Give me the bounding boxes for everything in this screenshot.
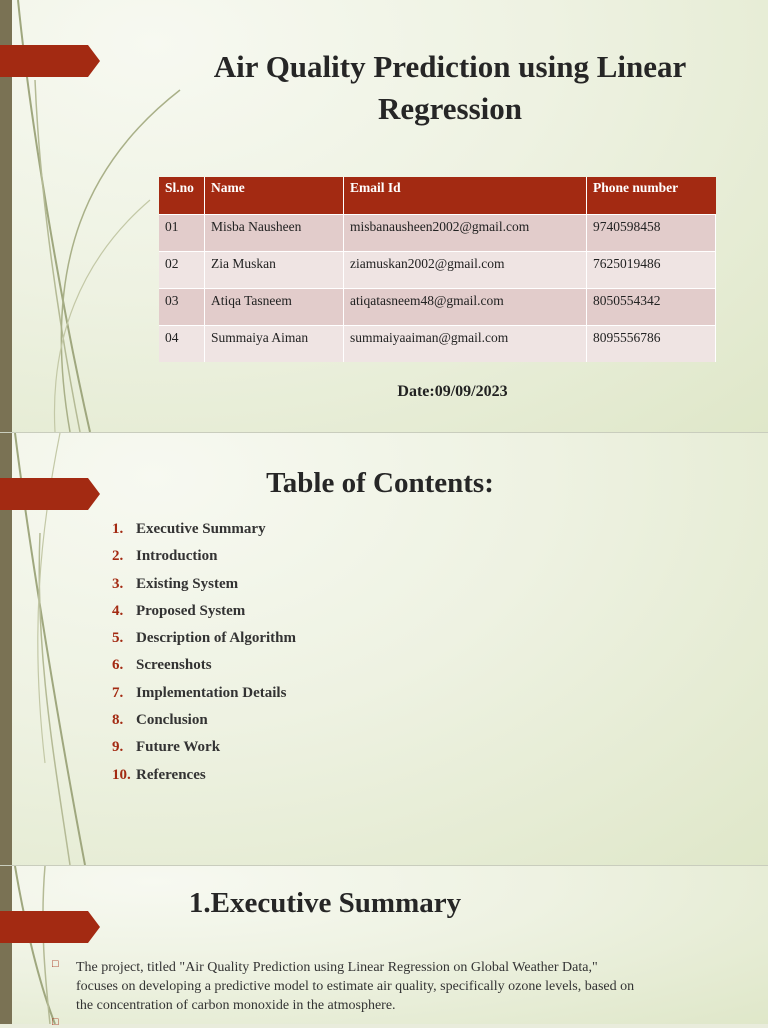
toc-title: Table of Contents: xyxy=(266,467,494,499)
cell-slno: 04 xyxy=(159,326,205,363)
square-bullet-icon: □ xyxy=(52,958,59,970)
cell-phone: 8095556786 xyxy=(587,326,716,363)
slide-title: Air Quality Prediction using Linear Regression xyxy=(213,49,687,126)
date-label: Date:09/09/2023 xyxy=(397,383,508,400)
list-label: Implementation Details xyxy=(136,684,287,701)
list-number: 10. xyxy=(112,766,131,783)
table-row xyxy=(159,215,716,252)
cell-phone: 9740598458 xyxy=(587,215,716,252)
col-header-phone: Phone number xyxy=(587,177,716,215)
cell-phone: 8050554342 xyxy=(587,289,716,326)
square-bullet-icon: □ xyxy=(52,1016,59,1028)
list-item xyxy=(112,657,296,684)
section-title: 1.Executive Summary xyxy=(188,887,462,919)
list-number: 3. xyxy=(112,575,124,592)
table-row xyxy=(159,289,716,326)
list-item xyxy=(112,548,296,575)
table-row xyxy=(159,326,716,363)
list-item xyxy=(112,630,296,657)
list-label: Proposed System xyxy=(136,602,246,619)
list-item xyxy=(112,603,296,630)
col-header-email: Email Id xyxy=(344,177,587,215)
list-number: 4. xyxy=(112,602,124,619)
summary-paragraph: The project, titled "Air Quality Prediction using Linear Regression on Global Weather Data," focuses on developing a predictive model to estimate air quality, specifically ozone levels, based on the concentration of carbon monoxide in the atmosphere. xyxy=(76,960,635,1013)
team-table xyxy=(159,177,716,362)
list-label: Executive Summary xyxy=(136,521,266,537)
list-item xyxy=(112,576,296,603)
list-number: 9. xyxy=(112,739,124,756)
title-arrow-tab-icon xyxy=(0,45,100,77)
list-number: 8. xyxy=(112,712,124,729)
cell-name: Atiqa Tasneem xyxy=(205,289,344,326)
cell-email: misbanausheen2002@gmail.com xyxy=(344,215,587,252)
list-label: Existing System xyxy=(136,575,239,592)
list-number: 1. xyxy=(112,521,124,537)
list-number: 2. xyxy=(112,548,124,565)
col-header-name: Name xyxy=(205,177,344,215)
cell-name: Summaiya Aiman xyxy=(205,326,344,363)
title-arrow-tab-icon xyxy=(0,911,100,943)
table-header-row xyxy=(159,177,716,215)
toc-list xyxy=(112,521,296,794)
cell-name: Zia Muskan xyxy=(205,252,344,289)
cell-email: ziamuskan2002@gmail.com xyxy=(344,252,587,289)
list-item xyxy=(112,521,296,548)
col-header-slno: Sl.no xyxy=(159,177,205,215)
title-arrow-tab-icon xyxy=(0,478,100,510)
list-item xyxy=(112,739,296,766)
list-number: 6. xyxy=(112,657,124,674)
list-label: Screenshots xyxy=(136,657,212,674)
slide-1 xyxy=(0,0,768,432)
cell-name: Misba Nausheen xyxy=(205,215,344,252)
list-item xyxy=(112,767,296,794)
list-label: Future Work xyxy=(136,739,221,756)
list-label: Conclusion xyxy=(136,712,208,729)
list-label: References xyxy=(136,766,206,783)
list-number: 5. xyxy=(112,630,124,647)
list-item xyxy=(112,685,296,712)
table-row xyxy=(159,252,716,289)
cell-slno: 01 xyxy=(159,215,205,252)
cell-phone: 7625019486 xyxy=(587,252,716,289)
cell-email: summaiyaaiman@gmail.com xyxy=(344,326,587,363)
cell-slno: 02 xyxy=(159,252,205,289)
list-label: Description of Algorithm xyxy=(136,630,296,647)
list-label: Introduction xyxy=(136,548,218,565)
cell-slno: 03 xyxy=(159,289,205,326)
cell-email: atiqatasneem48@gmail.com xyxy=(344,289,587,326)
list-number: 7. xyxy=(112,684,124,701)
list-item xyxy=(112,712,296,739)
